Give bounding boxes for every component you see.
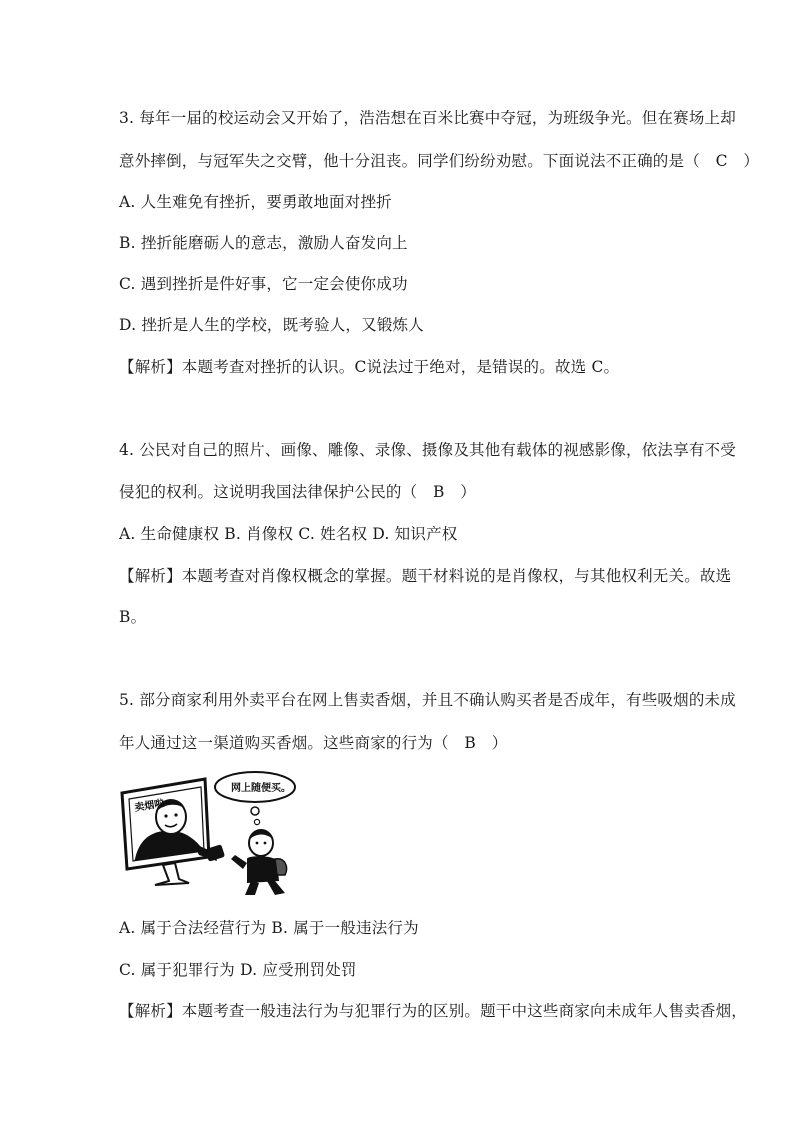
q5-cartoon-illustration [119, 771, 299, 897]
q4-analysis-line-2: B。 [119, 608, 147, 626]
teen-buyer-figure [231, 830, 287, 895]
q3-option-a: A. 人生难免有挫折，要勇敢地面对挫折 [119, 193, 392, 211]
q4-stem-line-1: 4. 公民对自己的照片、画像、雕像、录像、摄像及其他有载体的视感影像，依法享有不受 [119, 441, 736, 459]
q5-stem-line-1: 5. 部分商家利用外卖平台在网上售卖香烟，并且不确认购买者是否成年，有些吸烟的未成 [119, 691, 736, 709]
q5-options-line-1: A. 属于合法经营行为 B. 属于一般违法行为 [119, 919, 419, 937]
q5-stem-line-2: 年人通过这一渠道购买香烟。这些商家的行为（ B ） [119, 734, 508, 752]
speech-bubble-text: 网上随便买。 [231, 783, 291, 794]
q3-analysis: 【解析】本题考查对挫折的认识。C说法过于绝对，是错误的。故选 C。 [119, 358, 620, 376]
q3-option-b: B. 挫折能磨砺人的意志，激励人奋发向上 [119, 234, 408, 252]
q5-options-line-2: C. 属于犯罪行为 D. 应受刑罚处罚 [119, 961, 357, 979]
q4-stem-line-2: 侵犯的权利。这说明我国法律保护公民的（ B ） [119, 483, 476, 501]
q4-options: A. 生命健康权 B. 肖像权 C. 姓名权 D. 知识产权 [119, 525, 458, 543]
screen-sign-text: 卖烟啦 [133, 798, 166, 814]
speech-bubble [215, 772, 295, 825]
q3-stem-line-1: 3. 每年一届的校运动会又开始了，浩浩想在百米比赛中夺冠，为班级争光。但在赛场上却 [119, 109, 736, 127]
q3-stem-line-2: 意外摔倒，与冠军失之交臂，他十分沮丧。同学们纷纷劝慰。下面说法不正确的是（ C ） [119, 152, 760, 170]
q4-analysis-line-1: 【解析】本题考查对肖像权概念的掌握。题干材料说的是肖像权，与其他权利无关。故选 [119, 567, 732, 585]
q3-option-d: D. 挫折是人生的学校，既考验人，又锻炼人 [119, 316, 424, 334]
q3-option-c: C. 遇到挫折是件好事，它一定会使你成功 [119, 275, 408, 293]
q5-analysis: 【解析】本题考查一般违法行为与犯罪行为的区别。题干中这些商家向未成年人售卖香烟， [119, 1002, 748, 1020]
